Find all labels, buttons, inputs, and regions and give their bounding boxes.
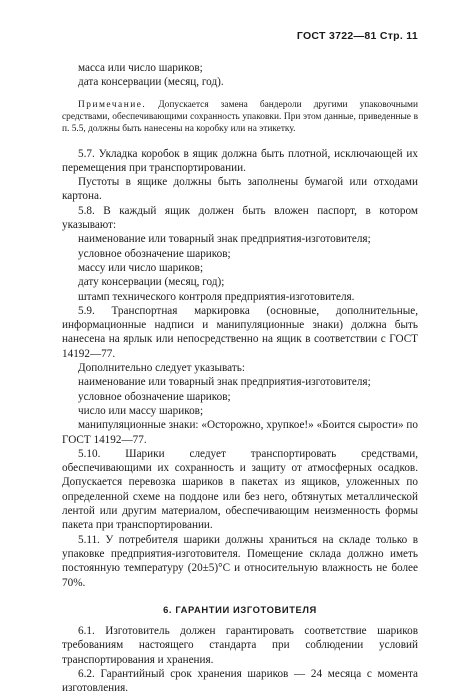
- paragraph-5-10: 5.10. Шарики следует транспортировать средствами, обеспечивающими их сохранность и защиту от атмосферных осадков. Допускается перевозка шариков в пакетах из ящиков, уложенных по определенной схеме на поддоне или без него, обтянутых металлической лентой или другим материалом, обеспечивающим неизменность формы пакета при транспортировании.: [62, 447, 418, 532]
- list-item: условное обозначение шариков;: [78, 390, 231, 403]
- document-body: [62, 61, 418, 696]
- section-title: 6. ГАРАНТИИ ИЗГОТОВИТЕЛЯ: [163, 603, 317, 615]
- paragraph-5-11: 5.11. У потребителя шарики должны храниться на складе только в упаковке предприятия-изготовителя. Помещение склада должно иметь постоянную температуру (20±5)°С и относительную влажность не более 70%.: [62, 533, 418, 589]
- list-item: дату консервации (месяц, год);: [78, 276, 225, 289]
- note-text: Допускается замена бандероли другими упаковочными средствами, обеспечивающими сохранность упаковки. При этом данные, приведенные в п. 5.5, должны быть нанесены на коробку или на этикетку.: [62, 99, 418, 134]
- paragraph-5-7: 5.7. Укладка коробок в ящик должна быть плотной, исключающей их перемещения при транспортировании.: [62, 147, 418, 174]
- paragraph-5-7-b: Пустоты в ящике должны быть заполнены бумагой или отходами картона.: [62, 176, 418, 203]
- list-item: условное обозначение шариков;: [78, 247, 231, 260]
- paragraph-5-9: 5.9. Транспортная маркировка (основные, дополнительные, информационные надписи и манипуляционные знаки) должна быть нанесена на ярлык или непосредственно на ящик в соответствии с ГОСТ 14192—77.: [62, 304, 418, 360]
- text-line: масса или число шариков;: [78, 62, 203, 74]
- paragraph-6-1: 6.1. Изготовитель должен гарантировать соответствие шариков требованиям настоящего стандарта при соблюдении условий транспортирования и хранения.: [62, 625, 418, 666]
- paragraph-5-9-b: Дополнительно следует указывать:: [78, 362, 245, 375]
- list-item: наименование или товарный знак предприятия-изготовителя;: [78, 376, 371, 389]
- list-item: наименование или товарный знак предприятия-изготовителя;: [78, 233, 371, 246]
- text-line: дата консервации (месяц, год).: [78, 76, 224, 89]
- list-item: штамп технического контроля предприятия-изготовителя.: [78, 290, 355, 303]
- note-label: Примечание.: [78, 99, 147, 110]
- paragraph-5-8: 5.8. В каждый ящик должен быть вложен паспорт, в котором указывают:: [62, 204, 418, 232]
- list-item: массу или число шариков;: [78, 261, 204, 274]
- paragraph-6-2: 6.2. Гарантийный срок хранения шариков — 24 месяца с момента изготовления.: [62, 667, 418, 695]
- paragraph-5-9-c: манипуляционные знаки: «Осторожно, хрупкое!» «Боится сырости» по ГОСТ 14192—77.: [62, 419, 418, 446]
- page-header: ГОСТ 3722—81 Стр. 11: [296, 30, 418, 42]
- note-block: [62, 99, 418, 135]
- list-item: число или массу шариков;: [78, 404, 204, 417]
